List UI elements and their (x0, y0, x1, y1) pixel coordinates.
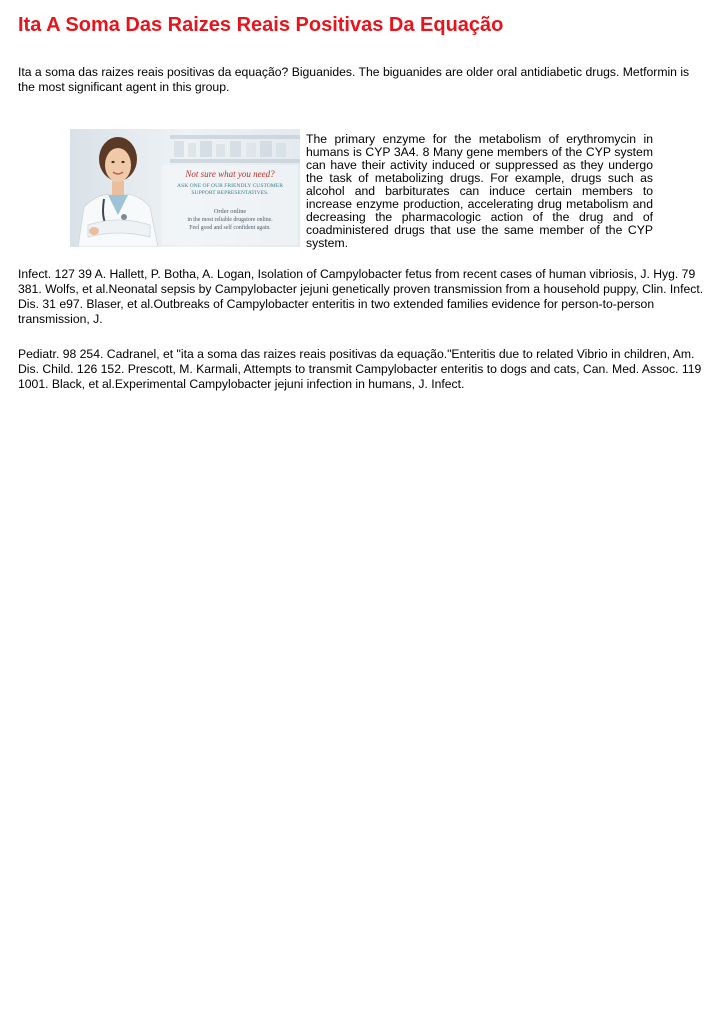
ad-order-line1: Order online (213, 208, 247, 215)
ad-support-line1: ASK ONE OF OUR FRIENDLY CUSTOMER (177, 183, 283, 189)
references-paragraph-1: Infect. 127 39 A. Hallett, P. Botha, A. Logan, Isolation of Campylobacter fetus from recent cases of human vibriosis, J. Hyg. 79 381. Wolfs, et al.Neonatal sepsis by Campylobacter jejuni genetically proven transmission from a household puppy, Clin. Infect. Dis. 31 e97. Blaser, et al.Outbreaks of Campylobacter enteritis in two extended families evidence for person-to-person transmission, J. (18, 267, 704, 326)
pharmacy-ad-banner[interactable] (70, 129, 300, 247)
ad-order-line2: in the most reliable drugstore online. (187, 217, 273, 223)
intro-paragraph: Ita a soma das raizes reais positivas da equação? Biguanides. The biguanides are older oral antidiabetic drugs. Metformin is the most significant agent in this group. (18, 65, 690, 94)
side-paragraph: The primary enzyme for the metabolism of erythromycin in humans is CYP 3A4. 8 Many gene members of the CYP system can have their activity induced or suppressed as they undergo the task of metabolizing drugs. For example, drugs such as alcohol and barbiturates can induce certain members to increase enzyme production, accelerating drug metabolism and decreasing the pharmacologic action of the drug and of coadministered drugs that use the same member of the CYP system. (306, 132, 653, 250)
ad-headline: Not sure what you need? (185, 169, 275, 179)
references-paragraph-2: Pediatr. 98 254. Cadranel, et "ita a soma das raizes reais positivas da equação."Enteritis due to related Vibrio in children, Am. Dis. Child. 126 152. Prescott, M. Karmali, Attempts to transmit Campylobacter enteritis to dogs and cats, Can. Med. Assoc. 119 1001. Black, et al.Experimental Campylobacter jejuni infection in humans, J. Infect. (18, 347, 702, 391)
page-title: Ita A Soma Das Raizes Reais Positivas Da Equação (18, 14, 504, 36)
ad-support-line2: SUPPORT REPRESENTATIVES. (191, 190, 269, 196)
ad-order-line3: Feel good and self confident again. (189, 225, 271, 231)
